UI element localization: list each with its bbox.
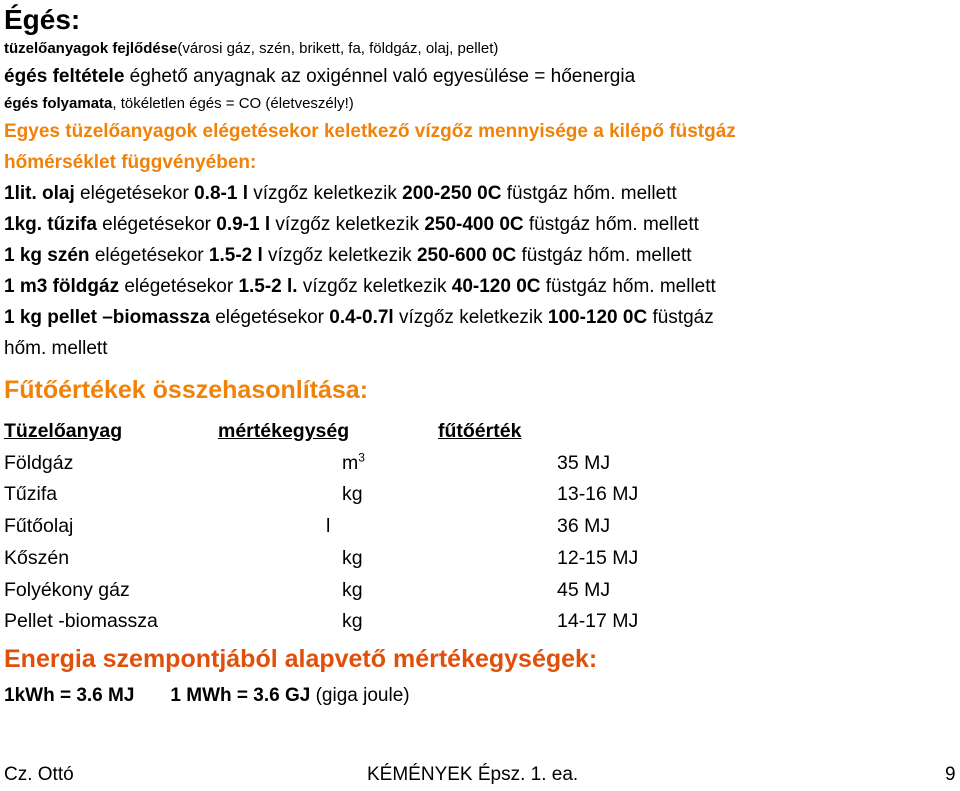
table-header-value: fűtőérték <box>438 420 522 442</box>
footer-page-number: 9 <box>945 764 956 785</box>
comparison-heading: Fűtőértékek összehasonlítása: <box>4 376 369 404</box>
fuel-line-vapor: 1.5-2 l <box>208 245 263 266</box>
fuel-development-label: tüzelőanyagok fejlődése <box>4 40 178 57</box>
giga-joule-note: (giga joule) <box>310 685 410 706</box>
fuel-line-temp: 40-120 0C <box>451 276 541 297</box>
kwh-definition: 1kWh = 3.6 MJ <box>4 685 135 706</box>
footer-course: KÉMÉNYEK Épsz. 1. ea. <box>367 764 579 785</box>
combustion-condition-label: égés feltétele <box>4 66 125 87</box>
table-row-value: 13-16 MJ <box>557 483 639 505</box>
fuel-development-text: (városi gáz, szén, brikett, fa, földgáz, olaj, pellet) <box>177 40 499 57</box>
fuel-line-pellet <box>4 307 714 329</box>
fuel-line-vapor: 0.8-1 l <box>194 183 248 204</box>
fuel-line-subject: 1kg. tűzifa <box>4 214 97 235</box>
fuel-line-text: vízgőz keletkezik <box>297 276 452 297</box>
fuel-line-temp: 200-250 0C <box>402 183 502 204</box>
fuel-line-subject: 1 kg szén <box>4 245 90 266</box>
fuel-line-text: vízgőz keletkezik <box>393 307 548 328</box>
fuel-line-oil <box>4 183 677 205</box>
fuel-line-text: vízgőz keletkezik <box>270 214 425 235</box>
fuel-line-wood <box>4 214 699 236</box>
combustion-process-line <box>4 95 354 112</box>
fuel-line-text: füstgáz hőm. mellett <box>523 214 699 235</box>
table-row-fuel: Földgáz <box>4 452 74 474</box>
table-header-fuel: Tüzelőanyag <box>4 420 123 442</box>
fuel-line-text: füstgáz hőm. mellett <box>501 183 677 204</box>
table-row-unit: kg <box>342 579 363 601</box>
table-row-unit: kg <box>342 483 363 505</box>
table-row-value: 14-17 MJ <box>557 610 639 632</box>
combustion-condition-line <box>4 66 635 88</box>
combustion-process-text: , tökéletlen égés = CO (életveszély!) <box>112 95 354 112</box>
vapor-heading-line-1: Egyes tüzelőanyagok elégetésekor keletkező vízgőz mennyisége a kilépő füstgáz <box>4 121 736 142</box>
energy-units-heading: Energia szempontjából alapvető mértékegységek: <box>4 645 598 673</box>
fuel-line-natural-gas <box>4 276 716 298</box>
table-row-fuel: Pellet -biomassza <box>4 610 158 632</box>
table-row-value: 35 MJ <box>557 452 611 474</box>
fuel-line-text: elégetésekor <box>89 245 209 266</box>
fuel-line-pellet-continuation: hőm. mellett <box>4 338 108 359</box>
table-row-fuel: Folyékony gáz <box>4 579 130 601</box>
table-row-value: 45 MJ <box>557 579 611 601</box>
page-title: Égés: <box>4 4 81 35</box>
fuel-line-temp: 100-120 0C <box>547 307 648 328</box>
fuel-line-text: elégetésekor <box>119 276 239 297</box>
table-row-unit: kg <box>342 547 363 569</box>
fuel-line-vapor: 0.9-1 l <box>216 214 271 235</box>
fuel-line-temp: 250-600 0C <box>416 245 517 266</box>
fuel-line-text: elégetésekor <box>74 183 195 204</box>
footer-author: Cz. Ottó <box>4 764 74 785</box>
table-row-unit: l <box>326 515 331 537</box>
fuel-development-line <box>4 40 498 57</box>
table-row-unit <box>342 452 365 475</box>
fuel-line-text: elégetésekor <box>96 214 217 235</box>
fuel-line-text: füstgáz hőm. mellett <box>516 245 692 266</box>
fuel-line-text: vízgőz keletkezik <box>262 245 417 266</box>
table-row-fuel: Tűzifa <box>4 483 58 505</box>
vapor-heading-line-2: hőmérséklet függvényében: <box>4 152 257 173</box>
fuel-line-text: elégetésekor <box>209 307 330 328</box>
fuel-line-vapor: 1.5-2 l. <box>238 276 298 297</box>
fuel-line-text: vízgőz keletkezik <box>247 183 403 204</box>
unit-superscript: 3 <box>358 450 365 465</box>
unit-text: m <box>342 452 359 474</box>
energy-units-line <box>4 685 410 707</box>
combustion-condition-text: éghető anyagnak az oxigénnel való egyesülése = hőenergia <box>124 66 636 87</box>
fuel-line-subject: 1 kg pellet –biomassza <box>4 307 210 328</box>
table-row-value: 12-15 MJ <box>557 547 639 569</box>
fuel-line-temp: 250-400 0C <box>424 214 524 235</box>
fuel-line-coal <box>4 245 692 267</box>
combustion-process-label: égés folyamata <box>4 95 113 112</box>
table-row-fuel: Kőszén <box>4 547 70 569</box>
table-row-value: 36 MJ <box>557 515 611 537</box>
table-row-fuel: Fűtőolaj <box>4 515 74 537</box>
fuel-line-vapor: 0.4-0.7l <box>329 307 394 328</box>
fuel-line-subject: 1 m3 földgáz <box>4 276 120 297</box>
table-header-unit: mértékegység <box>218 420 350 442</box>
mwh-definition: 1 MWh = 3.6 GJ <box>170 685 311 706</box>
table-row-unit: kg <box>342 610 363 632</box>
fuel-line-text: füstgáz <box>647 307 714 328</box>
fuel-line-subject: 1lit. olaj <box>4 183 75 204</box>
fuel-line-text: füstgáz hőm. mellett <box>540 276 716 297</box>
